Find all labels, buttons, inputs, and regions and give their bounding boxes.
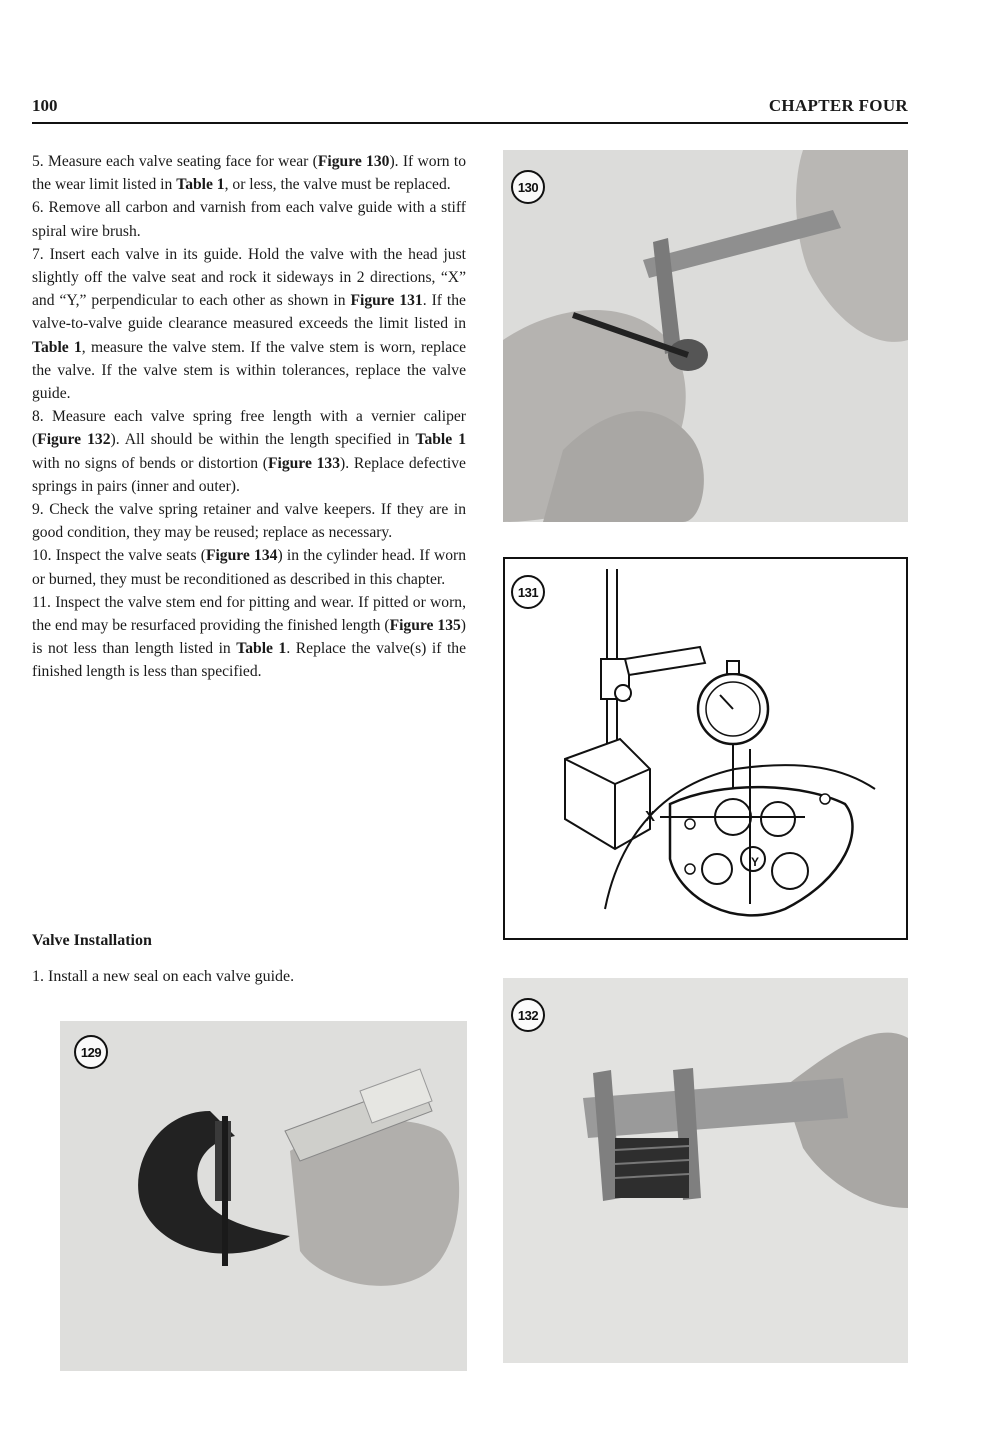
step-8-text-c: with no signs of bends or distortion ( [32, 454, 268, 472]
step-8-text-b: ). All should be within the length specified in [110, 431, 416, 449]
axis-label-y: Y [751, 855, 760, 869]
step-11-text-c: . Replace the valve(s) if the finished length is less than specified. [32, 640, 466, 681]
step-11-text-a: 11. Inspect the valve stem end for pitting and wear. If pitted or worn, the end may be resurfaced providing the finished length ( [32, 593, 466, 635]
step-11-text-b: ) is not less than length listed in [32, 617, 466, 658]
table-ref: Table 1 [236, 640, 287, 658]
step-11 [32, 591, 466, 684]
step-7 [32, 243, 466, 405]
figure-number-badge: 132 [511, 998, 545, 1032]
page-number: 100 [32, 96, 58, 115]
micrometer-measuring-valve-image [60, 1021, 467, 1371]
install-step-1: 1. Install a new seal on each valve guide. [32, 968, 295, 985]
chapter-title: CHAPTER FOUR [768, 96, 908, 115]
step-8-text-a: 8. Measure each valve spring free length with a vernier caliper ( [32, 408, 466, 449]
figure-number-badge: 131 [511, 575, 545, 609]
body-text [32, 150, 466, 684]
step-7-text-a: 7. Insert each valve in its guide. Hold the valve with the head just slightly off the valve seat and rock it sideways in 2 directions, “X” and “Y,” perpendicular to each other as shown in [32, 245, 466, 310]
figure-number-badge: 129 [74, 1035, 108, 1069]
step-9: 9. Check the valve spring retainer and valve keepers. If they are in good condition, they may be reused; replace as necessary. [32, 501, 466, 542]
section-heading-valve-installation: Valve Installation [32, 932, 152, 949]
caliper-measuring-valve-image [503, 150, 908, 522]
table-ref: Table 1 [32, 338, 82, 356]
figure-number-badge: 130 [511, 170, 545, 204]
figure-130-photo [503, 150, 908, 522]
caliper-measuring-spring-image [503, 978, 908, 1363]
figure-132-photo [503, 978, 908, 1363]
figure-ref-130: Figure 130 [317, 153, 390, 170]
step-8-text-d: ). Replace defective springs in pairs (inner and outer). [32, 454, 466, 495]
figure-ref-132: Figure 132 [37, 431, 111, 449]
step-10-text-b: ) in the cylinder head. If worn or burned, they must be reconditioned as described in this chapter. [32, 547, 466, 588]
table-ref: Table 1 [176, 176, 225, 194]
step-10 [32, 544, 466, 590]
step-6: 6. Remove all carbon and varnish from each valve guide with a stiff spiral wire brush. [32, 199, 466, 240]
figure-ref-135: Figure 135 [389, 617, 461, 635]
step-8 [32, 405, 466, 498]
step-7-text-c: , measure the valve stem. If the valve stem is worn, replace the valve. If the valve stem is within tolerances, replace the valve guide. [32, 338, 466, 403]
step-5 [32, 150, 466, 196]
figure-131-diagram [503, 557, 908, 940]
figure-ref-134: Figure 134 [205, 547, 278, 565]
figure-ref-131: Figure 131 [350, 292, 423, 310]
figure-129-photo [60, 1021, 467, 1371]
axis-label-x: X [645, 808, 656, 825]
dial-indicator-valve-guide-diagram [505, 559, 906, 938]
step-5-text-c: , or less, the valve must be replaced. [224, 176, 451, 194]
page-header [32, 96, 908, 124]
table-ref: Table 1 [415, 431, 466, 449]
step-10-text-a: 10. Inspect the valve seats ( [32, 547, 206, 565]
figure-ref-133: Figure 133 [267, 454, 341, 472]
step-7-text-b: . If the valve-to-valve guide clearance measured exceeds the limit listed in [32, 292, 466, 333]
step-5-text-b: ). If worn to the wear limit listed in [32, 153, 466, 194]
step-5-text-a: 5. Measure each valve seating face for wear ( [32, 153, 318, 170]
